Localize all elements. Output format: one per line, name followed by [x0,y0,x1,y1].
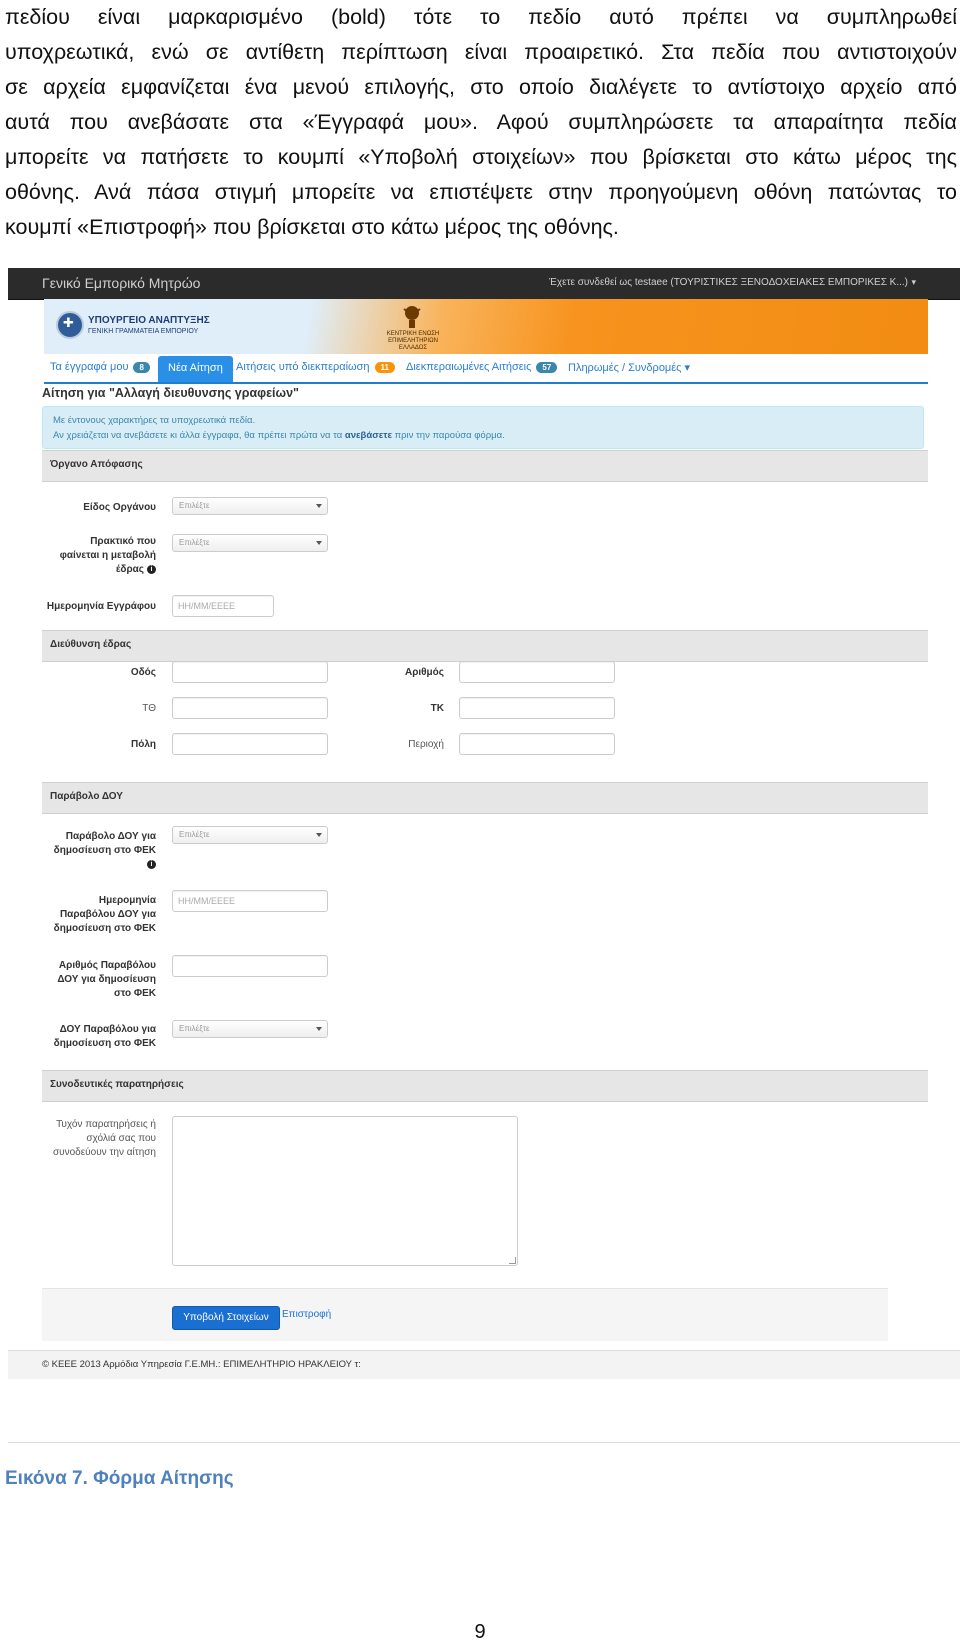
paragraph-line: οθόνης. Ανά πάσα στιγμή μπορείτε να επιστέψετε στην προηγούμενη οθόνη πατώντας το [5,180,957,204]
footer-text: © ΚΕΕΕ 2013 Αρμόδια Υπηρεσία Γ.Ε.ΜΗ.: ΕΠΙΜΕΛΗΤΗΡΙΟ ΗΡΑΚΛΕΙΟΥ τ: [42,1359,361,1370]
tab-payments[interactable]: Πληρωμές / Συνδρομές ▾ [568,362,691,374]
notes-textarea[interactable] [172,1116,518,1266]
top-navbar [8,268,960,300]
info-alert [42,406,924,449]
fee-select[interactable]: Επιλέξτε [172,826,328,844]
header-banner [44,299,928,354]
chevron-down-icon [316,541,322,545]
region-label: Περιοχή [408,739,444,750]
section-header: Διεύθυνση έδρας [42,630,928,662]
city-label: Πόλη [131,739,156,750]
document-date-input[interactable]: ΗΗ/ΜΜ/ΕΕΕΕ [172,595,274,617]
chevron-down-icon [316,833,322,837]
chevron-down-icon [316,1027,322,1031]
paragraph-line: μπορείτε να πατήσετε το κουμπί «Υποβολή στοιχείων» που βρίσκεται στο κάτω μέρος της [5,145,957,169]
minutes-select[interactable]: Επιλέξτε [172,534,328,552]
paragraph-line: σε αρχεία εμφανίζεται ένα μενού επιλογής, στο οποίο διαλέγετε το αντίστοιχο αρχείο από [5,75,957,99]
tab-completed-applications[interactable]: Διεκπεραιωμένες Αιτήσεις 57 [406,361,557,373]
count-badge: 11 [375,362,395,373]
application-screenshot [8,268,960,1443]
number-input[interactable] [459,661,615,683]
paragraph-line: κουμπί «Επιστροφή» που βρίσκεται στο κάτω μέρος της οθόνης. [5,215,619,239]
upload-link[interactable]: ανεβάσετε [344,430,392,441]
section-header: Παράβολο ΔΟΥ [42,782,928,814]
po-box-input[interactable] [172,697,328,719]
paragraph-line: αυτά που ανεβάσατε στα «Έγγραφά μου». Αφού συμπληρώσετε τα απαραίτητα πεδία [5,110,957,134]
section-header: Όργανο Απόφασης [42,450,928,482]
region-input[interactable] [459,733,615,755]
back-link[interactable]: Επιστροφή [282,1309,332,1320]
city-input[interactable] [172,733,328,755]
postal-code-label: ΤΚ [430,703,444,714]
figure-caption: Εικόνα 7. Φόρμα Αίτησης [5,1468,234,1489]
caret-down-icon: ▾ [684,362,691,374]
chevron-down-icon [316,504,322,508]
fee-number-label: Αριθμός Παραβόλου ΔΟΥ για δημοσίευση στο ΦΕΚ [57,960,156,999]
submit-button[interactable]: Υποβολή Στοιχείων [172,1306,280,1330]
info-icon[interactable]: i [147,565,156,574]
postal-code-input[interactable] [459,697,615,719]
secretariat-name: ΓΕΝΙΚΗ ΓΡΑΜΜΑΤΕΙΑ ΕΜΠΟΡΙΟΥ [88,328,199,335]
fee-number-input[interactable] [172,955,328,977]
main-tabs [44,356,928,384]
po-box-label: ΤΘ [142,703,156,714]
count-badge: 57 [536,362,557,373]
paragraph-line: υποχρεωτικά, ενώ σε αντίθετη περίπτωση είναι προαιρετικό. Στα πεδία που αντιστοιχούν [5,40,957,64]
street-label: Οδός [130,667,156,678]
app-brand[interactable]: Γενικό Εμπορικό Μητρώο [42,275,201,291]
section-header: Συνοδευτικές παρατηρήσεις [42,1070,928,1102]
fee-date-label: Ημερομηνία Παραβόλου ΔΟΥ για δημοσίευση στο ΦΕΚ [53,895,156,934]
document-date-label: Ημερομηνία Εγγράφου [46,601,156,612]
fee-doy-label: ΔΟΥ Παραβόλου για δημοσίευση στο ΦΕΚ [53,1024,156,1049]
greek-emblem-icon [56,311,84,339]
user-menu[interactable]: Έχετε συνδεθεί ως testaee (ΤΟΥΡΙΣΤΙΚΕΣ ΞΕΝΟΔΟΧΕΙΑΚΕΣ ΕΜΠΟΡΙΚΕΣ Κ...) [549,277,908,288]
info-line: Με έντονους χαρακτήρες τα υποχρεωτικά πεδία. [53,415,256,426]
form-title: Αίτηση για "Αλλαγή διευθυνσης γραφείων" [42,386,299,400]
page-footer [8,1350,960,1379]
count-badge: 8 [133,362,149,373]
fee-date-input[interactable]: ΗΗ/ΜΜ/ΕΕΕΕ [172,890,328,912]
tab-my-documents[interactable]: Τα έγγραφά μου 8 [50,361,150,373]
organ-type-label: Είδος Οργάνου [83,502,156,513]
ministry-name: ΥΠΟΥΡΓΕΙΟ ΑΝΑΠΤΥΞΗΣ [88,315,210,326]
body-paragraph [5,0,957,245]
street-input[interactable] [172,661,328,683]
form-actions [42,1288,888,1341]
info-line: Αν χρειάζεται να ανεβάσετε κι άλλα έγγραφα, θα πρέπει πρώτα να τα ανεβάσετε πριν την παρούσα φόρμα. [53,430,505,441]
fee-doy-select[interactable]: Επιλέξτε [172,1020,328,1038]
notes-label: Τυχόν παρατηρήσεις ή σχόλιά σας που συνοδεύουν την αίτηση [52,1119,156,1158]
page-number: 9 [474,1621,486,1643]
number-label: Αριθμός [404,667,444,678]
minutes-label: Πρακτικό που φαίνεται η μεταβολή έδρας i [59,536,156,575]
hermes-logo-icon [400,303,424,329]
organ-type-select[interactable]: Επιλέξτε [172,497,328,515]
caret-down-icon[interactable]: ▾ [911,277,916,287]
tab-pending-applications[interactable]: Αιτήσεις υπό διεκπεραίωση 11 [236,361,395,373]
info-icon[interactable]: i [147,860,156,869]
paragraph-line: πεδίου είναι μαρκαρισμένο (bold) τότε το πεδίο αυτό πρέπει να συμπληρωθεί [5,5,957,29]
tab-new-application[interactable]: Νέα Αίτηση [158,356,233,382]
fee-label: Παράβολο ΔΟΥ για δημοσίευση στο ΦΕΚ i [53,831,156,868]
kee-name: ΚΕΝΤΡΙΚΗ ΕΝΩΣΗ ΕΠΙΜΕΛΗΤΗΡΙΩΝ ΕΛΛΑΔΟΣ [386,331,440,351]
